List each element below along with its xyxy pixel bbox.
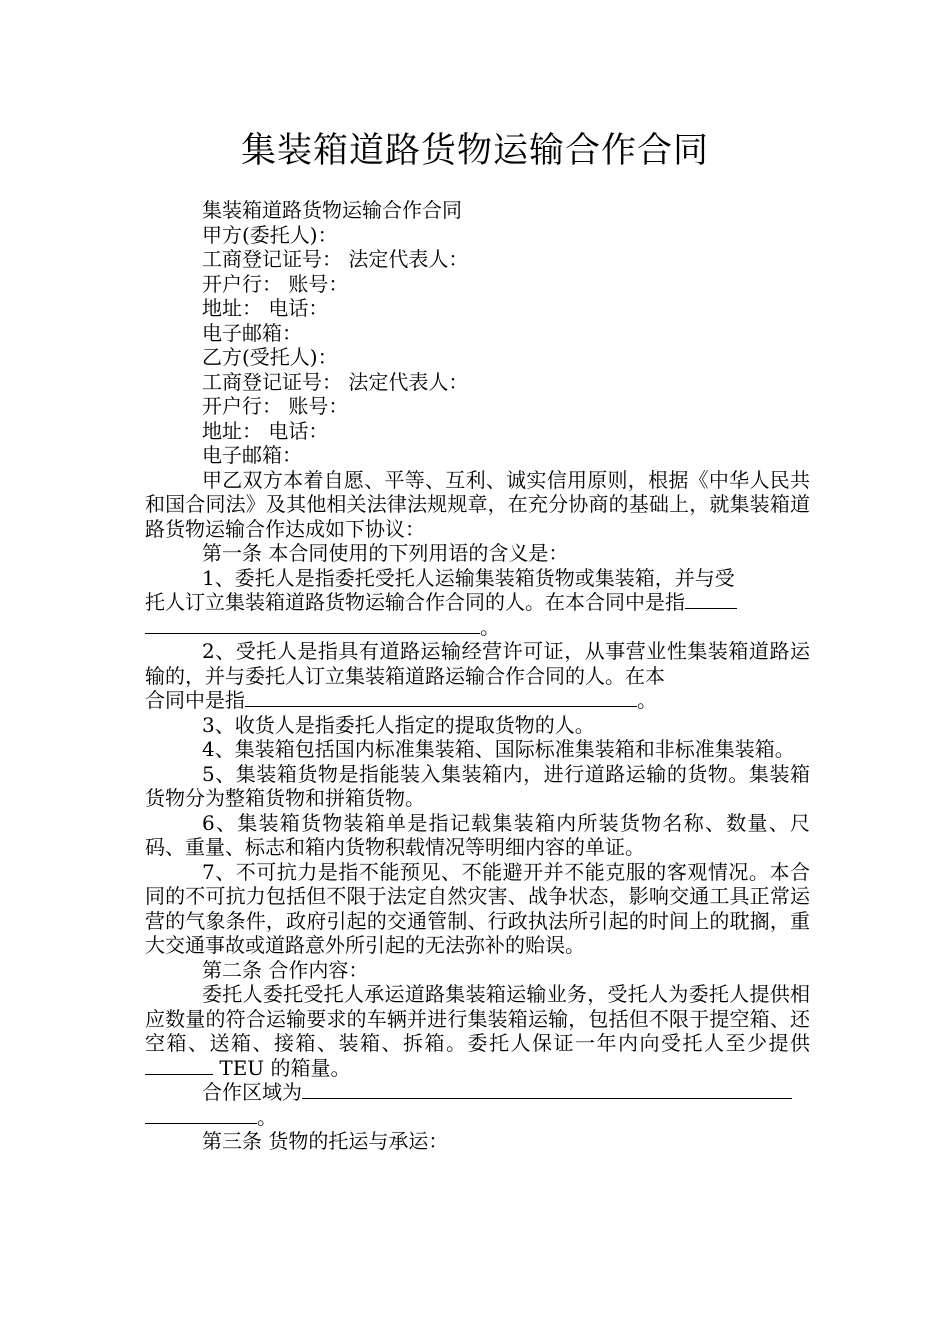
definition-5: 5、集装箱货物是指能装入集装箱内，进行道路运输的货物。集装箱货物分为整箱货物和拼箱货物。 bbox=[145, 761, 810, 810]
definition-4: 4、集装箱包括国内标准集装箱、国际标准集装箱和非标准集装箱。 bbox=[202, 737, 795, 761]
definition-2b bbox=[145, 688, 810, 713]
doc-line: 开户行： 账号： bbox=[202, 394, 349, 418]
definition-1a: 1、委托人是指委托受托人运输集装箱货物或集装箱，并与受 bbox=[202, 565, 735, 590]
party-b-heading: 乙方(受托人)： bbox=[202, 345, 338, 369]
blank-field[interactable] bbox=[145, 1056, 213, 1075]
period: 。 bbox=[637, 688, 657, 712]
doc-line: 开户行： 账号： bbox=[202, 271, 349, 296]
definition-6: 6、集装箱货物装箱单是指记载集装箱内所装货物名称、数量、尺码、重量、标志和箱内货物积载情况等明细内容的单证。 bbox=[145, 810, 810, 859]
blank-field[interactable] bbox=[245, 688, 637, 707]
definition-1b-text: 托人订立集装箱道路货物运输合作合同的人。在本合同中是指 bbox=[145, 590, 685, 614]
definition-3: 3、收货人是指委托人指定的提取货物的人。 bbox=[202, 712, 595, 737]
cooperation-area-label: 合作区域为 bbox=[202, 1080, 302, 1104]
doc-line: 工商登记证号： 法定代表人： bbox=[202, 247, 469, 271]
blank-field[interactable] bbox=[145, 1105, 257, 1124]
definition-1c bbox=[145, 615, 810, 640]
doc-line: 集装箱道路货物运输合作合同 bbox=[202, 198, 462, 222]
intro-paragraph: 甲乙双方本着自愿、平等、互利、诚实信用原则，根据《中华人民共和国合同法》及其他相关法律法规规章，在充分协商的基础上，就集装箱道路货物运输合作达成如下协议： bbox=[145, 467, 810, 541]
document-title: 集装箱道路货物运输合作合同 bbox=[240, 131, 709, 171]
blank-field[interactable] bbox=[302, 1080, 792, 1099]
doc-line: 工商登记证号： 法定代表人： bbox=[202, 369, 469, 394]
doc-line: 地址： 电话： bbox=[202, 296, 329, 320]
cooperation-text-end: TEU 的箱量。 bbox=[213, 1055, 351, 1080]
party-a-heading: 甲方(委托人)： bbox=[202, 222, 338, 247]
cooperation-area-cont bbox=[145, 1105, 810, 1130]
cooperation-paragraph bbox=[145, 982, 810, 1080]
document-body bbox=[145, 198, 810, 1154]
doc-line: 电子邮箱： bbox=[202, 320, 302, 345]
article-3-title: 第三条 货物的托运与承运： bbox=[202, 1129, 449, 1153]
blank-field[interactable] bbox=[145, 615, 480, 634]
cooperation-text: 委托人委托受托人承运道路集装箱运输业务，受托人为委托人提供相应数量的符合运输要求的车辆并进行集装箱运输，包括但不限于提空箱、还空箱、送箱、接箱、装箱、拆箱。委托人保证一年内向受托人至少提供 bbox=[145, 982, 810, 1055]
article-1-title: 第一条 本合同使用的下列用语的含义是： bbox=[202, 541, 569, 565]
cooperation-area bbox=[145, 1080, 810, 1105]
period: 。 bbox=[257, 1104, 277, 1129]
definition-2: 2、受托人是指具有道路运输经营许可证，从事营业性集装箱道路运输的，并与委托人订立集装箱道路运输合作合同的人。在本 bbox=[145, 639, 810, 688]
blank-field[interactable] bbox=[685, 590, 737, 609]
doc-line: 地址： 电话： bbox=[202, 418, 329, 443]
article-2-title: 第二条 合作内容： bbox=[202, 957, 369, 982]
period: 。 bbox=[480, 614, 500, 639]
definition-7: 7、不可抗力是指不能预见、不能避开并不能克服的客观情况。本合同的不可抗力包括但不限于法定自然灾害、战争状态，影响交通工具正常运营的气象条件，政府引起的交通管制、行政执法所引起的时间上的耽搁，重大交通事故或道路意外所引起的无法弥补的贻误。 bbox=[145, 859, 810, 957]
definition-2b-text: 合同中是指 bbox=[145, 688, 245, 712]
doc-line: 电子邮箱： bbox=[202, 443, 302, 467]
definition-1b bbox=[145, 590, 810, 615]
